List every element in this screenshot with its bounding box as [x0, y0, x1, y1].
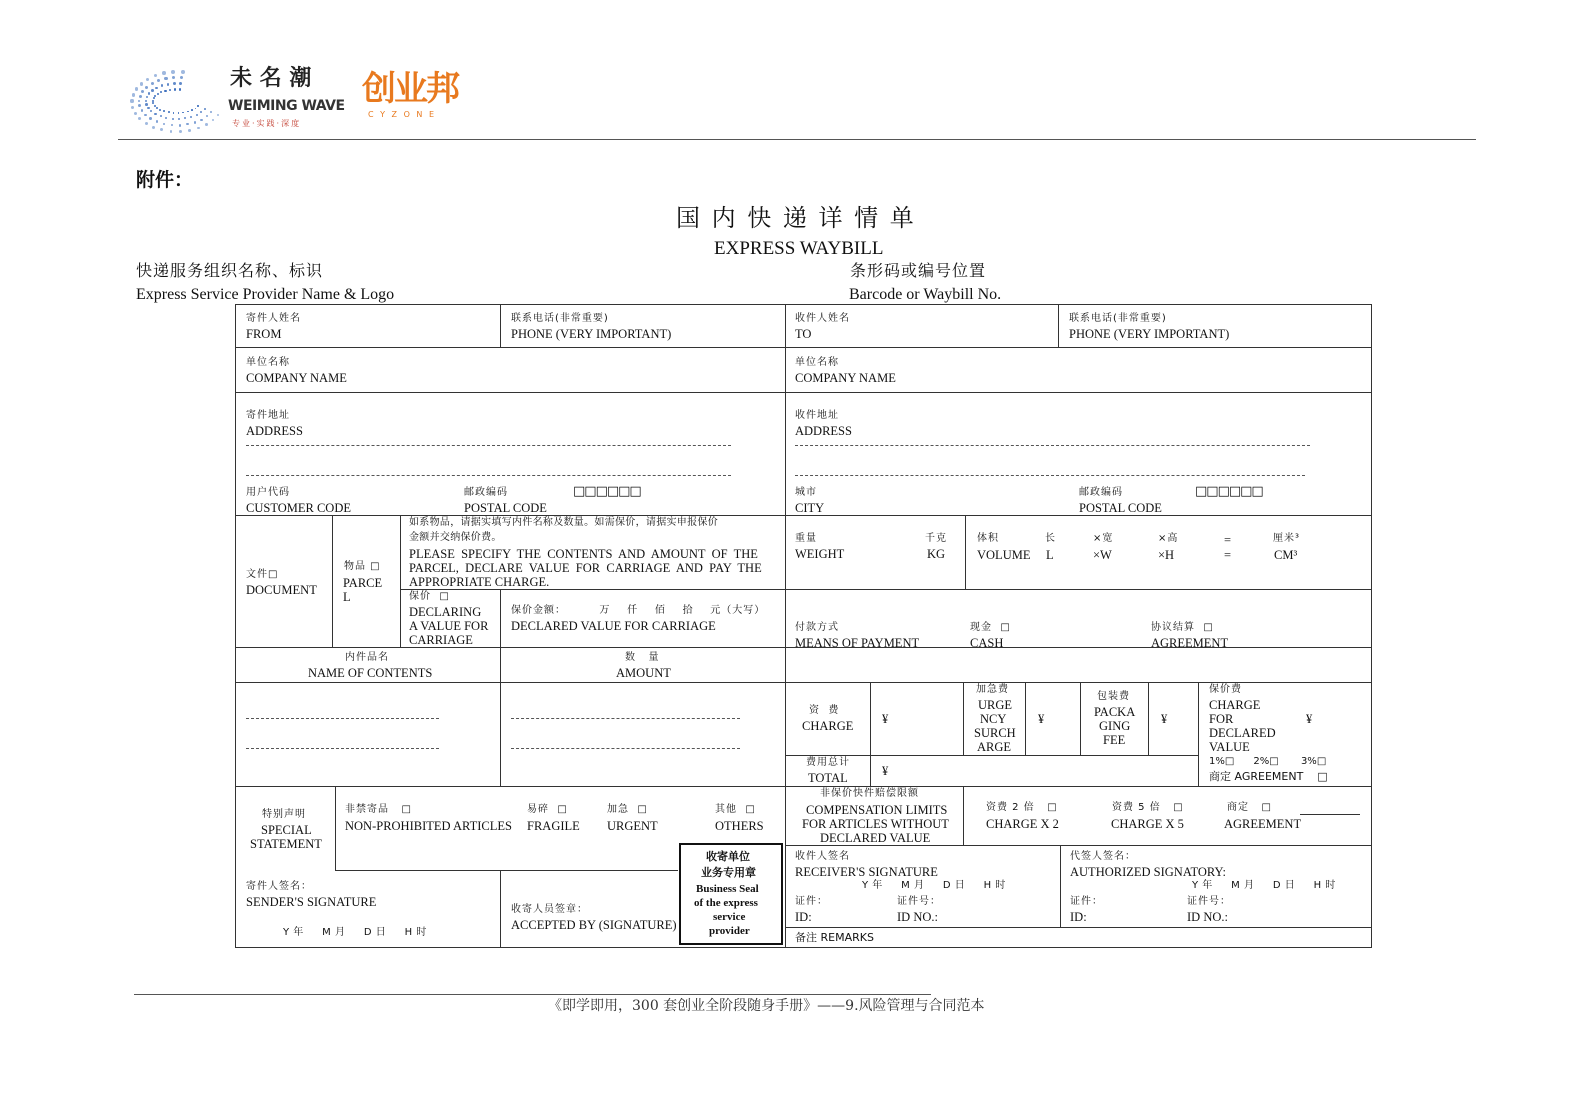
length-label-en: L	[1046, 548, 1054, 562]
agreement-checkbox[interactable]: 协议结算 □	[1151, 622, 1214, 633]
insure-label-en-3: CARRIAGE	[409, 633, 473, 647]
insure-label-en-2: A VALUE FOR	[409, 619, 489, 633]
barcode-label-cn: 条形码或编号位置	[850, 261, 987, 280]
sender-company-label-en: COMPANY NAME	[246, 371, 347, 385]
compensation-label-en-3: DECLARED VALUE	[820, 831, 931, 845]
authorized-date-row: Y 年 M 月 D 日 H 时	[1192, 880, 1336, 891]
cash-checkbox[interactable]: 现金 □	[970, 622, 1011, 633]
contents-line-1	[246, 718, 439, 719]
to-label-cn: 收件人姓名	[795, 313, 850, 324]
equals-sign-2: =	[1224, 548, 1232, 562]
sender-company-label-cn: 单位名称	[246, 357, 290, 368]
document-checkbox[interactable]: 文件□	[246, 569, 279, 580]
special-label-en-2: STATEMENT	[250, 837, 322, 851]
cash-label-en: CASH	[970, 636, 1004, 650]
sender-signature-label-cn: 寄件人签名：	[246, 881, 312, 892]
barcode-label-en: Barcode or Waybill No.	[849, 286, 1002, 303]
logo-weiming-en: WEIMING WAVE	[228, 98, 345, 114]
authorized-signatory-label-en: AUTHORIZED SIGNATORY:	[1070, 865, 1226, 879]
equals-sign-1: =	[1224, 533, 1232, 547]
sender-address-label-en: ADDRESS	[246, 424, 303, 438]
urgent-fee-yen: ¥	[1038, 712, 1045, 726]
receiver-postal-boxes[interactable]: □□□□□□	[1195, 484, 1263, 499]
urgent-fee-label-en-1: URGE	[978, 698, 1013, 712]
non-prohibited-label-en: NON-PROHIBITED ARTICLES	[345, 819, 512, 833]
contents-line-2	[246, 748, 439, 749]
others-label-en: OTHERS	[715, 819, 764, 833]
document-label-en: DOCUMENT	[246, 583, 317, 597]
insure-rate-agreement[interactable]: 商定 AGREEMENT □	[1209, 770, 1328, 783]
urgent-fee-label-cn: 加急费	[976, 684, 1009, 695]
receiver-address-line-2	[795, 475, 1305, 476]
receiver-postal-label-en: POSTAL CODE	[1079, 501, 1162, 515]
insure-fee-label-en-4: VALUE	[1209, 740, 1250, 754]
compensation-label-cn: 非保价快件赔偿限额	[820, 788, 919, 799]
agreement-blank-line	[1300, 814, 1360, 815]
cm-label-cn: 厘米³	[1273, 533, 1301, 544]
width-label-en: ×W	[1093, 548, 1112, 562]
urgent-fee-label-en-4: ARGE	[977, 740, 1012, 754]
charge-x5-checkbox[interactable]: 资费 5 倍 □	[1112, 802, 1184, 813]
compensation-label-en-2: FOR ARTICLES WITHOUT	[802, 817, 949, 831]
authorized-idno-label-en: ID NO.:	[1187, 910, 1228, 924]
accepted-by-label-en: ACCEPTED BY (SIGNATURE)	[511, 918, 677, 932]
amount-line-2	[511, 748, 740, 749]
pack-fee-label-en-1: PACKA	[1094, 705, 1136, 719]
logo-weiming-tag: 专业·实践·深度	[232, 119, 302, 128]
sender-postal-boxes[interactable]: □□□□□□	[573, 484, 641, 499]
parcel-checkbox[interactable]: 物品 □	[344, 561, 381, 572]
amount-line-1	[511, 718, 740, 719]
special-label-en-1: SPECIAL	[261, 823, 312, 837]
charge-label-cn: 资 费	[809, 705, 840, 716]
title-en: EXPRESS WAYBILL	[714, 238, 884, 259]
specify-note-cn-2: 金额并交纳保价费。	[409, 532, 502, 543]
others-checkbox[interactable]: 其他 □	[715, 804, 756, 815]
receiver-signature-label-cn: 收件人签名	[795, 851, 850, 862]
parcel-label-en-1: PARCE	[343, 576, 383, 590]
pack-fee-yen: ¥	[1161, 712, 1168, 726]
receiver-company-label-en: COMPANY NAME	[795, 371, 896, 385]
urgent-label-en: URGENT	[607, 819, 658, 833]
sender-signature-label-en: SENDER'S SIGNATURE	[246, 895, 377, 909]
pack-fee-label-en-2: GING	[1099, 719, 1131, 733]
charge-x2-label-en: CHARGE X 2	[986, 817, 1059, 831]
logo-cyzone-en: C Y Z O N E	[368, 110, 437, 119]
sender-postal-label-cn: 邮政编码	[464, 487, 508, 498]
agreement-x-label-en: AGREEMENT	[1224, 817, 1302, 831]
insure-label-en-1: DECLARING	[409, 605, 482, 619]
fragile-checkbox[interactable]: 易碎 □	[527, 804, 568, 815]
authorized-idno-label-cn: 证件号：	[1187, 896, 1231, 907]
weight-label-en: WEIGHT	[795, 547, 845, 561]
provider-label-en: Express Service Provider Name & Logo	[136, 286, 395, 303]
kg-label-cn: 千克	[925, 533, 947, 544]
insure-fee-label-en-3: DECLARED	[1209, 726, 1276, 740]
logo-cyzone-cn: 创业邦	[362, 69, 458, 109]
sender-phone-label-en: PHONE (VERY IMPORTANT)	[511, 327, 672, 341]
receiver-idno-label-en: ID NO.:	[897, 910, 938, 924]
receiver-phone-label-cn: 联系电话(非常重要)	[1069, 313, 1167, 324]
authorized-id-label-cn: 证件：	[1070, 896, 1103, 907]
declared-amount-label-en: DECLARED VALUE FOR CARRIAGE	[511, 619, 716, 633]
total-label-en: TOTAL	[808, 771, 848, 785]
from-label-en: FROM	[246, 327, 282, 341]
kg-label-en: KG	[927, 547, 946, 561]
to-label-en: TO	[795, 327, 812, 341]
city-label-cn: 城市	[795, 487, 817, 498]
charge-label-en: CHARGE	[802, 719, 854, 733]
payment-label-en: MEANS OF PAYMENT	[795, 636, 920, 650]
declared-amount-label-cn: 保价金额： 万 仟 佰 拾 元（大写）	[511, 605, 766, 616]
insure-fee-yen: ¥	[1306, 712, 1313, 726]
receiver-address-label-cn: 收件地址	[795, 410, 839, 421]
agreement-x-checkbox[interactable]: 商定 □	[1227, 802, 1272, 813]
customer-code-label-cn: 用户代码	[246, 487, 290, 498]
receiver-address-label-en: ADDRESS	[795, 424, 852, 438]
authorized-id-label-en: ID:	[1070, 910, 1087, 924]
urgent-fee-label-en-3: SURCH	[974, 726, 1016, 740]
seal-en-3: service	[713, 911, 746, 923]
insure-fee-label-en-2: FOR	[1209, 712, 1234, 726]
amount-header-cn: 数 量	[625, 652, 660, 663]
sender-date-row: Y 年 M 月 D 日 H 时	[283, 927, 427, 938]
sender-postal-label-en: POSTAL CODE	[464, 501, 547, 515]
pack-fee-label-cn: 包装费	[1097, 691, 1130, 702]
contents-header-en: NAME OF CONTENTS	[308, 666, 433, 680]
specify-note-en-2: PARCEL, DECLARE VALUE FOR CARRIAGE AND PAY THE	[409, 561, 762, 575]
sender-address-line-1	[246, 445, 731, 446]
amount-header-en: AMOUNT	[616, 666, 671, 680]
seal-en-4: provider	[709, 925, 750, 937]
title-cn: 国 内 快 递 详 情 单	[676, 204, 916, 232]
receiver-id-label-cn: 证件：	[795, 896, 828, 907]
footer-text: 《即学即用，300 套创业全阶段随身手册》——9.风险管理与合同范本	[548, 998, 985, 1014]
receiver-date-row: Y 年 M 月 D 日 H 时	[862, 880, 1006, 891]
charge-x5-label-en: CHARGE X 5	[1111, 817, 1184, 831]
cm-label-en: CM³	[1274, 548, 1298, 562]
receiver-phone-label-en: PHONE (VERY IMPORTANT)	[1069, 327, 1230, 341]
urgent-checkbox[interactable]: 加急 □	[607, 804, 648, 815]
seal-en-2: of the express	[694, 897, 758, 909]
urgent-fee-label-en-2: NCY	[980, 712, 1007, 726]
city-label-en: CITY	[795, 501, 825, 515]
remarks-label: 备注 REMARKS	[795, 931, 874, 944]
receiver-id-label-en: ID:	[795, 910, 812, 924]
payment-label-cn: 付款方式	[795, 622, 839, 633]
width-label-cn: ×宽	[1093, 533, 1114, 544]
receiver-signature-label-en: RECEIVER'S SIGNATURE	[795, 865, 938, 879]
attachment-label: 附件：	[136, 169, 194, 191]
seal-cn-2: 业务专用章	[701, 866, 756, 879]
receiver-company-label-cn: 单位名称	[795, 357, 839, 368]
insure-fee-label-cn: 保价费	[1209, 684, 1242, 695]
total-yen: ¥	[882, 764, 889, 778]
agreement-label-en: AGREEMENT	[1151, 636, 1229, 650]
parcel-label-en-2: L	[343, 590, 351, 604]
sender-address-line-2	[246, 475, 731, 476]
charge-yen: ¥	[882, 712, 889, 726]
specify-note-en-1: PLEASE SPECIFY THE CONTENTS AND AMOUNT OF THE	[409, 547, 758, 561]
volume-label-en: VOLUME	[977, 548, 1031, 562]
pack-fee-label-en-3: FEE	[1103, 733, 1126, 747]
seal-en-1: Business Seal	[696, 883, 759, 895]
height-label-cn: ×高	[1158, 533, 1179, 544]
contents-header-cn: 内件品名	[345, 652, 389, 663]
insure-rate-checkboxes[interactable]: 1%□ 2%□ 3%□	[1209, 756, 1327, 767]
weight-label-cn: 重量	[795, 533, 817, 544]
charge-x2-checkbox[interactable]: 资费 2 倍 □	[986, 802, 1058, 813]
length-label-cn: 长	[1045, 533, 1056, 544]
footer-divider	[134, 994, 931, 995]
insure-checkbox[interactable]: 保价 □	[409, 591, 450, 602]
receiver-idno-label-cn: 证件号：	[897, 896, 941, 907]
specify-note-en-3: APPROPRIATE CHARGE.	[409, 575, 550, 589]
specify-note-cn-1: 如系物品，请据实填写内件名称及数量。如需保价，请据实申报保价	[409, 517, 718, 528]
insure-fee-label-en-1: CHARGE	[1209, 698, 1261, 712]
sender-address-label-cn: 寄件地址	[246, 410, 290, 421]
provider-label-cn: 快递服务组织名称、标识	[136, 261, 324, 280]
receiver-address-line-1	[795, 445, 1310, 446]
accepted-by-label-cn: 收寄人员签章：	[511, 904, 588, 915]
volume-label-cn: 体积	[977, 533, 999, 544]
logo-weiming-cn: 未 名 潮	[230, 66, 312, 91]
authorized-signatory-label-cn: 代签人签名：	[1070, 851, 1136, 862]
non-prohibited-checkbox[interactable]: 非禁寄品 □	[345, 804, 412, 815]
sender-phone-label-cn: 联系电话(非常重要)	[511, 313, 609, 324]
fragile-label-en: FRAGILE	[527, 819, 580, 833]
receiver-postal-label-cn: 邮政编码	[1079, 487, 1123, 498]
special-label-cn: 特别声明	[262, 809, 306, 820]
height-label-en: ×H	[1158, 548, 1175, 562]
from-label-cn: 寄件人姓名	[246, 313, 301, 324]
compensation-label-en-1: COMPENSATION LIMITS	[806, 803, 948, 817]
seal-cn-1: 收寄单位	[706, 850, 750, 863]
total-label-cn: 费用总计	[806, 757, 850, 768]
customer-code-label-en: CUSTOMER CODE	[246, 501, 351, 515]
